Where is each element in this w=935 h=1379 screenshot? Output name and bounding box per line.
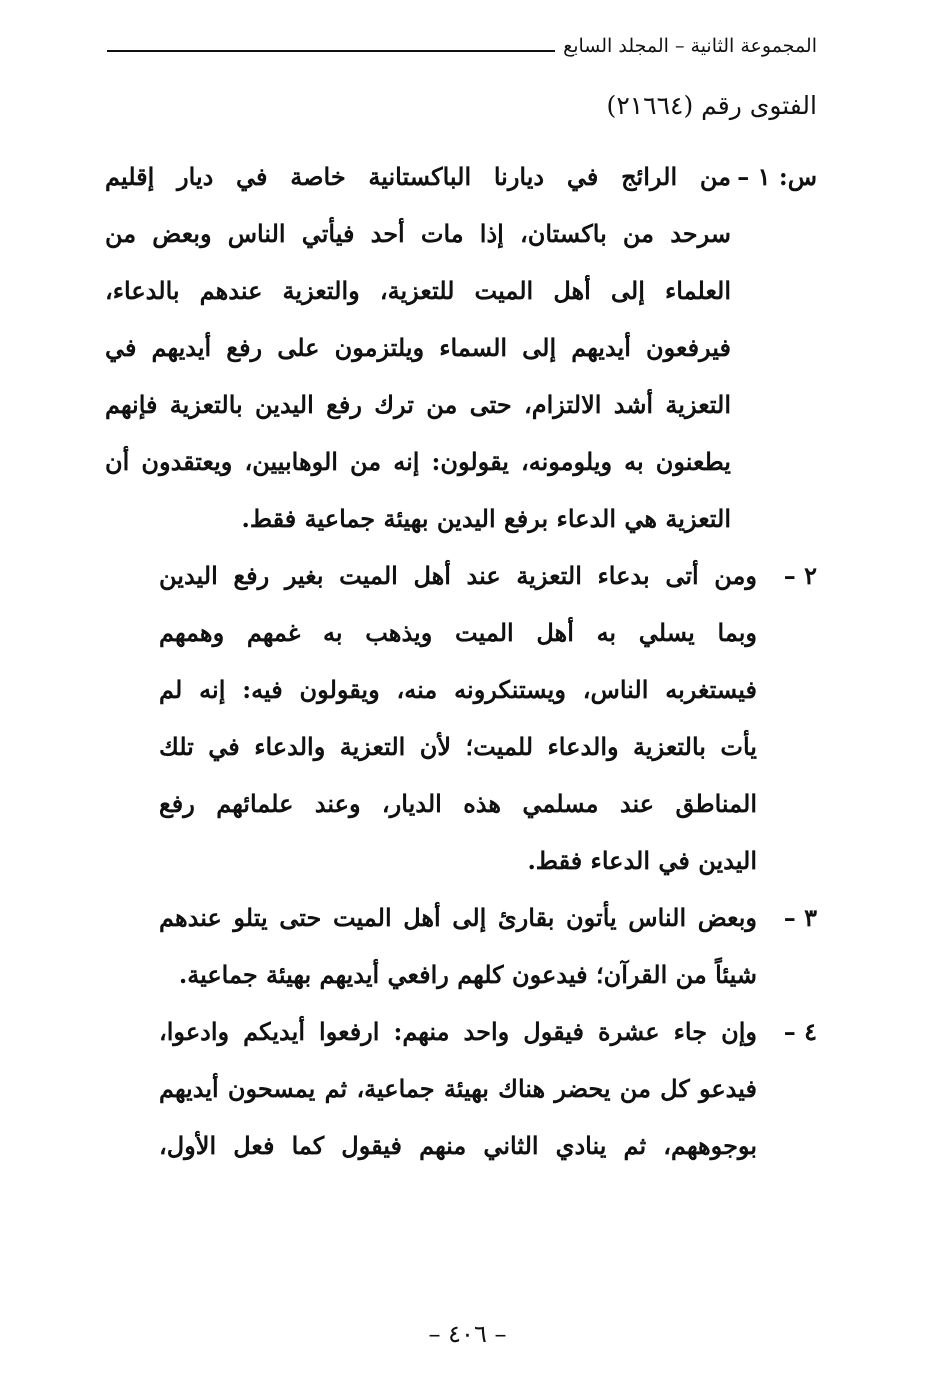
text-line: شيئاً من القرآن؛ فيدعون كلهم رافعي أيديهم بهيئة جماعية. bbox=[178, 960, 757, 989]
text-line: التعزية أشد الالتزام، حتى من ترك رفع اليدين بالتعزية فإنهم bbox=[105, 390, 731, 419]
text-line: وإن جاء عشرة فيقول واحد منهم: ارفعوا أيديكم وادعوا، bbox=[159, 1017, 757, 1046]
text-line: سرحد من باكستان، إذا مات أحد فيأتي الناس وبعض من bbox=[105, 219, 731, 248]
question-item-3 bbox=[105, 889, 817, 1003]
item-marker: ٤ – bbox=[783, 1017, 817, 1046]
text-line: يأت بالتعزية والدعاء للميت؛ لأن التعزية والدعاء في تلك bbox=[159, 732, 757, 761]
question-item-1 bbox=[105, 148, 817, 547]
question-item-2 bbox=[105, 547, 817, 889]
header-title: المجموعة الثانية – المجلد السابع bbox=[563, 35, 817, 57]
item-text bbox=[105, 148, 731, 547]
text-line: وبما يسلي به أهل الميت ويذهب به غمهم وهمهم bbox=[159, 618, 757, 647]
text-line: ومن أتى بدعاء التعزية عند أهل الميت بغير رفع اليدين bbox=[159, 561, 757, 590]
text-line: بوجوههم، ثم ينادي الثاني منهم فيقول كما فعل الأول، bbox=[159, 1131, 757, 1160]
item-text bbox=[159, 1003, 757, 1174]
item-text bbox=[159, 889, 757, 1003]
text-line: يطعنون به ويلومونه، يقولون: إنه من الوهابيين، ويعتقدون أن bbox=[105, 447, 731, 476]
fatwa-number: الفتوى رقم (٢١٦٦٤) bbox=[606, 91, 817, 120]
text-line: فيدعو كل من يحضر هناك بهيئة جماعية، ثم يمسحون أيديهم bbox=[159, 1074, 757, 1103]
text-line: وبعض الناس يأتون بقارئ إلى أهل الميت حتى يتلو عندهم bbox=[159, 903, 757, 932]
text-line: فيرفعون أيديهم إلى السماء ويلتزمون على رفع أيديهم في bbox=[105, 333, 731, 362]
item-marker: ٢ – bbox=[783, 561, 817, 590]
page-number: – ٤٠٦ – bbox=[428, 1320, 507, 1348]
text-line: فيستغربه الناس، ويستنكرونه منه، ويقولون فيه: إنه لم bbox=[159, 675, 757, 704]
item-marker: س: ١ – bbox=[737, 162, 817, 191]
text-line: العلماء إلى أهل الميت للتعزية، والتعزية عندهم بالدعاء، bbox=[105, 276, 731, 305]
text-line: من الرائج في ديارنا الباكستانية خاصة في ديار إقليم bbox=[105, 162, 731, 191]
question-item-4 bbox=[105, 1003, 817, 1174]
running-header bbox=[107, 28, 817, 58]
item-marker: ٣ – bbox=[783, 903, 817, 932]
text-line: التعزية هي الدعاء برفع اليدين بهيئة جماعية فقط. bbox=[241, 504, 731, 533]
text-line: المناطق عند مسلمي هذه الديار، وعند علمائهم رفع bbox=[159, 789, 757, 818]
header-rule bbox=[107, 50, 555, 52]
text-line: اليدين في الدعاء فقط. bbox=[527, 846, 757, 875]
question-body bbox=[105, 148, 817, 1174]
item-text bbox=[159, 547, 757, 889]
